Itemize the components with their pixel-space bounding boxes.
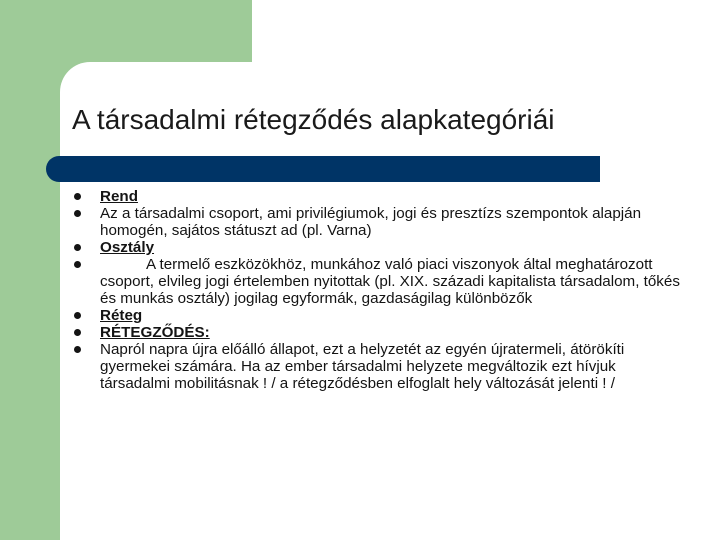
bullet-dot-icon — [74, 193, 81, 200]
bullet-item — [0, 188, 680, 205]
bullet-item — [0, 205, 680, 239]
bullet-list — [0, 188, 680, 392]
term-osztaly: Osztály — [100, 239, 155, 256]
bullet-dot-icon — [74, 261, 81, 268]
bullet-item — [0, 324, 680, 341]
bullet-dot-icon — [74, 244, 81, 251]
definition-retegzodes: Napról napra újra előálló állapot, ezt a helyzetét az egyén újratermeli, átörökíti gyermekei számára. Ha az ember társadalmi helyzete megváltozik ezt hívjuk társadalmi mobilitásnak ! / a rétegződésben elfoglalt hely változását jelenti ! / — [100, 341, 625, 392]
definition-rend: Az a társadalmi csoport, ami privilégiumok, jogi és presztízs szempontok alapján homogén, sajátos státuszt ad (pl. Varna) — [100, 205, 642, 239]
bullet-dot-icon — [74, 312, 81, 319]
title-underline-bar — [60, 156, 600, 182]
bullet-item — [0, 256, 680, 307]
bullet-item — [0, 341, 680, 392]
term-reteg: Réteg — [100, 307, 143, 324]
term-retegzodes: RÉTEGZŐDÉS: — [100, 324, 210, 341]
slide-title: A társadalmi rétegződés alapkategóriái — [72, 104, 555, 135]
bullet-dot-icon — [74, 210, 81, 217]
bullet-dot-icon — [74, 346, 81, 353]
bullet-item — [0, 307, 680, 324]
definition-osztaly: A termelő eszközökhöz, munkához való piaci viszonyok által meghatározott csoport, elvileg jogi értelemben nyitottak (pl. XIX. századi kapitalista társadalom, tőkés és munkás osztály) jogilag egyformák, gazdaságilag különbözők — [100, 256, 680, 307]
term-rend: Rend — [100, 188, 138, 205]
bullet-item — [0, 239, 680, 256]
bullet-dot-icon — [74, 329, 81, 336]
